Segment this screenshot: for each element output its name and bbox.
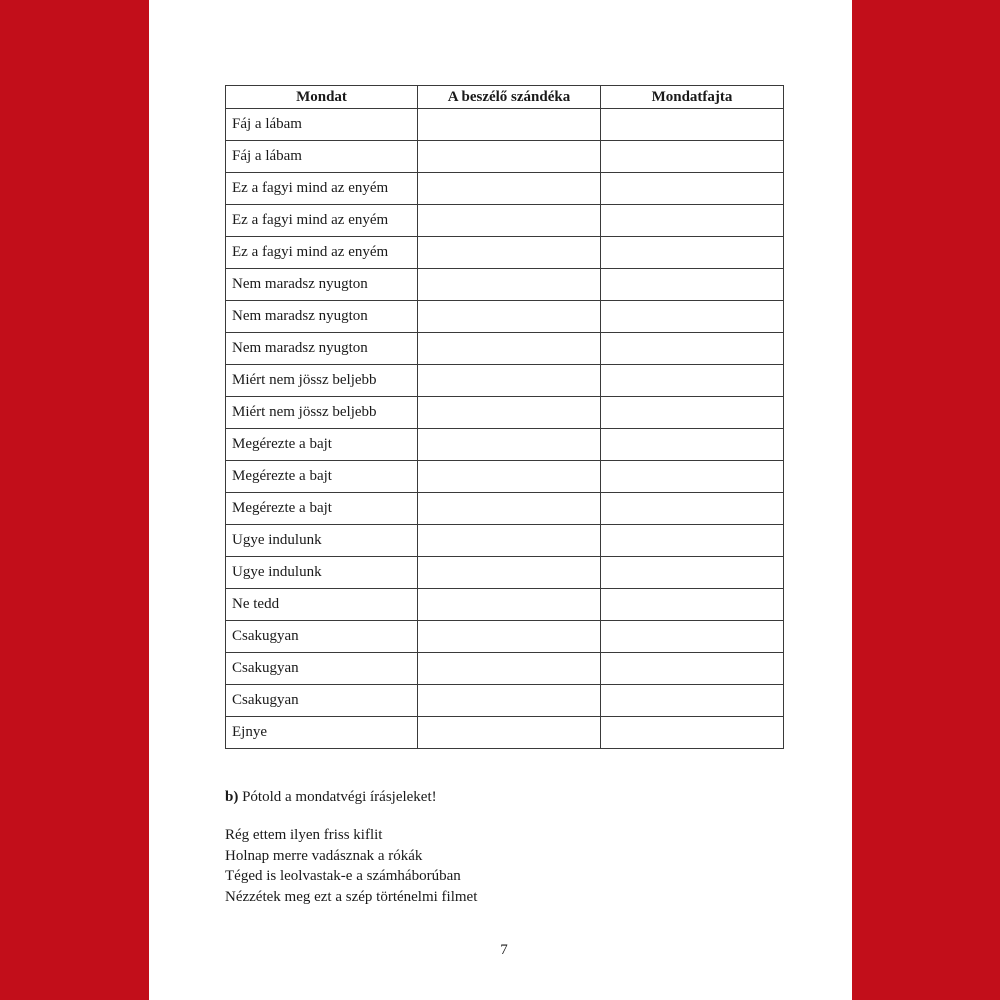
speaker-intent-cell[interactable] <box>418 461 601 493</box>
list-item: Holnap merre vadásznak a rókák <box>225 847 423 864</box>
table-row <box>226 109 784 141</box>
sentence-type-cell[interactable] <box>601 685 784 717</box>
sentence-cell: Miért nem jössz beljebb <box>226 397 418 429</box>
sentence-type-cell[interactable] <box>601 365 784 397</box>
sentence-cell: Ugye indulunk <box>226 557 418 589</box>
sentence-type-cell[interactable] <box>601 493 784 525</box>
sentence-list <box>225 825 477 907</box>
speaker-intent-cell[interactable] <box>418 557 601 589</box>
header-speaker-intent: A beszélő szándéka <box>418 86 601 109</box>
table-row <box>226 717 784 749</box>
sentence-cell: Megérezte a bajt <box>226 461 418 493</box>
speaker-intent-cell[interactable] <box>418 525 601 557</box>
sentence-cell: Fáj a lábam <box>226 109 418 141</box>
table-row <box>226 301 784 333</box>
page-number: 7 <box>500 942 508 958</box>
sentence-type-cell[interactable] <box>601 269 784 301</box>
speaker-intent-cell[interactable] <box>418 621 601 653</box>
table-row <box>226 493 784 525</box>
table-row <box>226 269 784 301</box>
speaker-intent-cell[interactable] <box>418 717 601 749</box>
sentence-type-cell[interactable] <box>601 173 784 205</box>
table-row <box>226 589 784 621</box>
sentence-cell: Megérezte a bajt <box>226 493 418 525</box>
sentence-cell: Csakugyan <box>226 653 418 685</box>
speaker-intent-cell[interactable] <box>418 109 601 141</box>
speaker-intent-cell[interactable] <box>418 365 601 397</box>
speaker-intent-cell[interactable] <box>418 685 601 717</box>
table-body <box>226 109 784 749</box>
header-sentence-type: Mondatfajta <box>601 86 784 109</box>
speaker-intent-cell[interactable] <box>418 653 601 685</box>
sentence-type-cell[interactable] <box>601 557 784 589</box>
sentence-type-cell[interactable] <box>601 141 784 173</box>
table-row <box>226 429 784 461</box>
sentence-type-cell[interactable] <box>601 525 784 557</box>
table-row <box>226 365 784 397</box>
speaker-intent-cell[interactable] <box>418 333 601 365</box>
sentence-cell: Ez a fagyi mind az enyém <box>226 205 418 237</box>
speaker-intent-cell[interactable] <box>418 397 601 429</box>
sentence-cell: Ejnye <box>226 717 418 749</box>
table-row <box>226 173 784 205</box>
sentence-cell: Ne tedd <box>226 589 418 621</box>
speaker-intent-cell[interactable] <box>418 141 601 173</box>
sentence-type-cell[interactable] <box>601 333 784 365</box>
table-row <box>226 461 784 493</box>
sentence-cell: Csakugyan <box>226 685 418 717</box>
list-item: Téged is leolvastak-e a számháborúban <box>225 868 461 884</box>
sentence-cell: Ez a fagyi mind az enyém <box>226 237 418 269</box>
table-header-row <box>226 86 784 109</box>
sentence-type-cell[interactable] <box>601 109 784 141</box>
sentence-cell: Nem maradsz nyugton <box>226 301 418 333</box>
sentence-cell: Csakugyan <box>226 621 418 653</box>
table-row <box>226 685 784 717</box>
sentence-type-cell[interactable] <box>601 653 784 685</box>
speaker-intent-cell[interactable] <box>418 301 601 333</box>
speaker-intent-cell[interactable] <box>418 205 601 237</box>
sentence-type-cell[interactable] <box>601 717 784 749</box>
sentence-cell: Nem maradsz nyugton <box>226 333 418 365</box>
table-row <box>226 653 784 685</box>
sentence-type-cell[interactable] <box>601 589 784 621</box>
table-row <box>226 525 784 557</box>
header-mondat: Mondat <box>226 86 418 109</box>
sentence-cell: Fáj a lábam <box>226 141 418 173</box>
speaker-intent-cell[interactable] <box>418 589 601 621</box>
task-b-text: Pótold a mondatvégi írásjeleket! <box>238 789 437 805</box>
sentence-cell: Miért nem jössz beljebb <box>226 365 418 397</box>
speaker-intent-cell[interactable] <box>418 237 601 269</box>
speaker-intent-cell[interactable] <box>418 269 601 301</box>
table-row <box>226 397 784 429</box>
sentence-cell: Ez a fagyi mind az enyém <box>226 173 418 205</box>
table-row <box>226 237 784 269</box>
sentence-cell: Ugye indulunk <box>226 525 418 557</box>
table-row <box>226 141 784 173</box>
sentence-type-cell[interactable] <box>601 237 784 269</box>
sentence-cell: Nem maradsz nyugton <box>226 269 418 301</box>
table-row <box>226 333 784 365</box>
speaker-intent-cell[interactable] <box>418 493 601 525</box>
sentence-type-cell[interactable] <box>601 397 784 429</box>
sentence-type-cell[interactable] <box>601 301 784 333</box>
sentence-type-table <box>225 85 784 749</box>
sentence-type-cell[interactable] <box>601 621 784 653</box>
table-row <box>226 205 784 237</box>
speaker-intent-cell[interactable] <box>418 173 601 205</box>
task-b-instruction <box>225 787 437 807</box>
sentence-cell: Megérezte a bajt <box>226 429 418 461</box>
speaker-intent-cell[interactable] <box>418 429 601 461</box>
table-row <box>226 621 784 653</box>
table-row <box>226 557 784 589</box>
list-item: Nézzétek meg ezt a szép történelmi filmet <box>225 888 478 905</box>
list-item: Rég ettem ilyen friss kiflit <box>225 827 383 843</box>
sentence-type-cell[interactable] <box>601 205 784 237</box>
sentence-type-cell[interactable] <box>601 429 784 461</box>
sentence-type-cell[interactable] <box>601 461 784 493</box>
task-b-label: b) <box>225 789 239 805</box>
